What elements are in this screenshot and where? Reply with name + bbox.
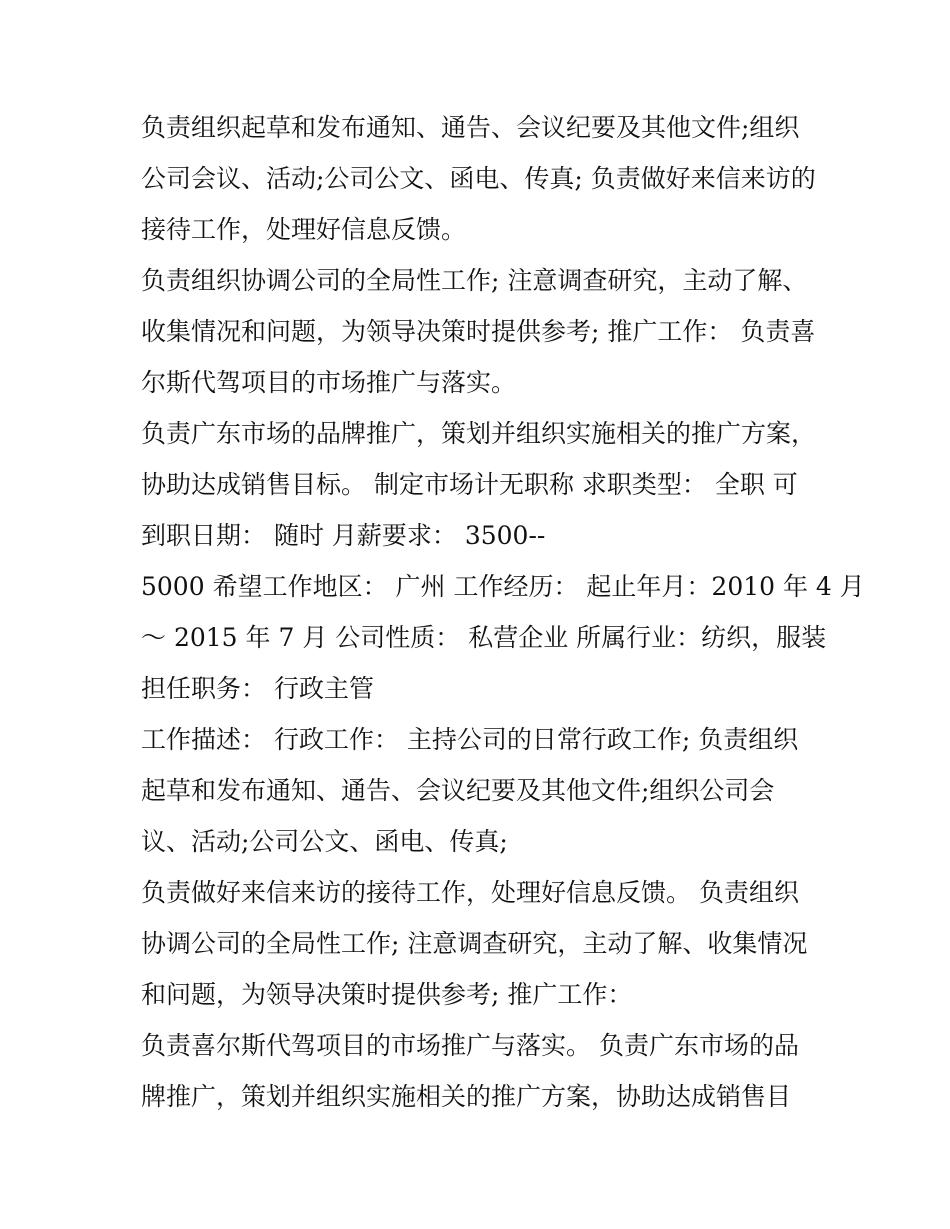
- text-line: 负责组织协调公司的全局性工作; 注意调查研究，主动了解、: [141, 266, 808, 295]
- text-line: 尔斯代驾项目的市场推广与落实。: [141, 368, 517, 397]
- text-line: 协调公司的全局性工作; 注意调查研究，主动了解、收集情况: [141, 929, 808, 958]
- text-line: 担任职务： 行政主管: [141, 674, 374, 703]
- text-line: 收集情况和问题，为领导决策时提供参考; 推广工作： 负责喜: [141, 317, 816, 346]
- text-line: 接待工作，处理好信息反馈。: [141, 215, 467, 244]
- text-line: 协助达成销售目标。 制定市场计无职称 求职类型： 全职 可: [141, 470, 798, 499]
- text-line: 负责做好来信来访的接待工作，处理好信息反馈。 负责组织: [141, 878, 799, 907]
- text-line: 起草和发布通知、通告、会议纪要及其他文件;组织公司会: [141, 776, 775, 805]
- text-line: 工作描述： 行政工作： 主持公司的日常行政工作; 负责组织: [141, 725, 799, 754]
- text-line: 和问题，为领导决策时提供参考; 推广工作：: [141, 980, 633, 1009]
- text-line: 负责广东市场的品牌推广，策划并组织实施相关的推广方案，: [141, 419, 817, 448]
- text-line: ～ 2015 年 7 月 公司性质： 私营企业 所属行业：纺织，服装: [141, 623, 827, 652]
- text-line: 公司会议、活动;公司公文、函电、传真; 负责做好来信来访的: [141, 164, 816, 193]
- text-line: 议、活动;公司公文、函电、传真;: [141, 827, 508, 856]
- text-line: 牌推广，策划并组织实施相关的推广方案，协助达成销售目: [141, 1082, 792, 1111]
- text-line: 到职日期： 随时 月薪要求： 3500--: [141, 521, 546, 550]
- text-line: 5000 希望工作地区： 广州 工作经历： 起止年月：2010 年 4 月: [141, 572, 865, 601]
- text-line: 负责喜尔斯代驾项目的市场推广与落实。 负责广东市场的品: [141, 1031, 799, 1060]
- text-line: 负责组织起草和发布通知、通告、会议纪要及其他文件;组织: [141, 113, 800, 142]
